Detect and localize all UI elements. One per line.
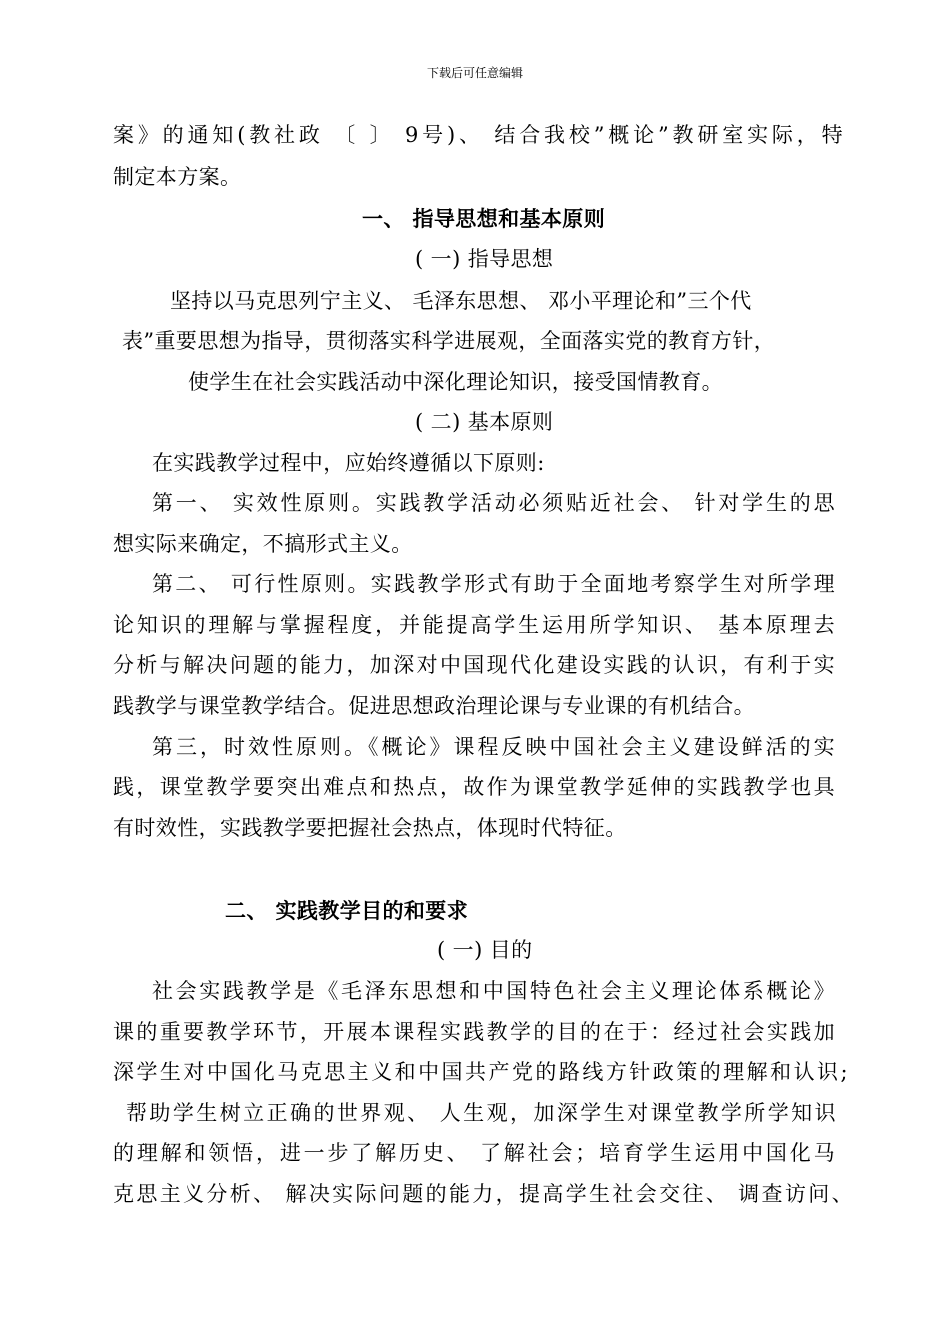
paragraph-line: 在实践教学过程中，应始终遵循以下原则: <box>152 451 545 475</box>
paragraph-line: 使学生在社会实践活动中深化理论知识，接受国情教育。 <box>188 370 723 394</box>
paragraph-line: 帮助学生树立正确的世界观、 人生观，加深学生对课堂教学所学知识 <box>126 1101 836 1125</box>
paragraph-line: 第一、 实效性原则。实践教学活动必须贴近社会、 针对学生的思 <box>152 491 835 515</box>
paragraph-line: 克思主义分析、 解决实际问题的能力，提高学生社会交往、 调查访问、 <box>113 1182 853 1206</box>
paragraph-line: 的理解和领悟，进一步了解历史、 了解社会；培育学生运用中国化马 <box>113 1141 835 1165</box>
paragraph-line: 第二、 可行性原则。实践教学形式有助于全面地考察学生对所学理 <box>152 572 835 596</box>
section-heading-1: 一、 指导思想和基本原则 <box>362 207 606 231</box>
paragraph-line: 践教学与课堂教学结合。促进思想政治理论课与专业课的有机结合。 <box>113 694 755 718</box>
subsection-heading: ( 二) 基本原则 <box>415 410 554 434</box>
paragraph-line: 有时效性，实践教学要把握社会热点，体现时代特征。 <box>113 816 627 840</box>
paragraph-line: 坚持以马克思列宁主义、 毛泽东思想、 邓小平理论和”三个代 <box>170 289 752 313</box>
page-header-note: 下载后可任意编辑 <box>426 66 523 80</box>
paragraph-line: 制定本方案。 <box>113 165 242 189</box>
paragraph-line: 深学生对中国化马克思主义和中国共产党的路线方针政策的理解和认识; <box>113 1060 848 1084</box>
paragraph-line: 论知识的理解与掌握程度，并能提高学生运用所学知识、 基本原理去 <box>113 613 835 637</box>
paragraph-line: 践，课堂教学要突出难点和热点，故作为课堂教学延伸的实践教学也具 <box>113 775 835 799</box>
subsection-heading: ( 一) 目的 <box>437 938 533 962</box>
paragraph-line: 课的重要教学环节，开展本课程实践教学的目的在于：经过社会实践加 <box>113 1020 835 1044</box>
paragraph-line: 第三，时效性原则。《概论》课程反映中国社会主义建设鲜活的实 <box>152 735 835 759</box>
paragraph-line: 想实际来确定，不搞形式主义。 <box>113 532 413 556</box>
subsection-heading: ( 一) 指导思想 <box>415 247 554 271</box>
section-heading-2: 二、 实践教学目的和要求 <box>225 899 469 923</box>
paragraph-line: 表”重要思想为指导，贯彻落实科学进展观，全面落实党的教育方针， <box>122 329 776 353</box>
paragraph-line: 案》的通知(教社政 〔 〕 9号)、 结合我校”概论”教研室实际，特 <box>113 123 843 147</box>
paragraph-line: 分析与解决问题的能力，加深对中国现代化建设实践的认识，有利于实 <box>113 653 835 677</box>
paragraph-line: 社会实践教学是《毛泽东思想和中国特色社会主义理论体系概论》 <box>152 979 835 1003</box>
